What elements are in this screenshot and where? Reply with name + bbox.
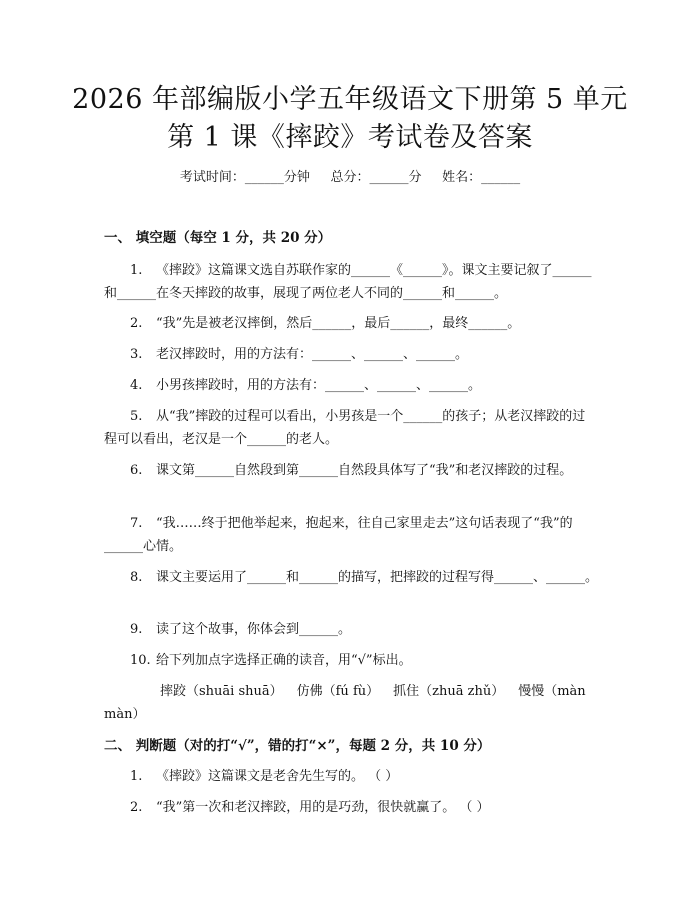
question-number: 3.	[130, 347, 143, 362]
question-text: “我……终于把他举起来，抱起来，往自己家里走去”这句话表现了“我”的______心情。	[104, 516, 573, 554]
question-number: 5.	[130, 409, 143, 424]
question-1-7	[104, 512, 598, 558]
question-1-1	[104, 259, 598, 305]
question-text: 给下列加点字选择正确的读音，用“√”标出。	[156, 653, 412, 668]
section-1-heading: 一、 填空题（每空 1 分，共 20 分）	[104, 230, 332, 246]
question-text: “我”第一次和老汉摔跤，用的是巧劲，很快就赢了。 （ ）	[156, 800, 490, 815]
question-number: 1.	[130, 769, 143, 784]
question-text: 课文主要运用了______和______的描写，把摔跤的过程写得______、______。	[156, 570, 599, 585]
question-text: 老汉摔跤时，用的方法有：______、______、______。	[156, 347, 469, 362]
pinyin-options	[104, 680, 598, 726]
question-text: 读了这个故事，你体会到______。	[156, 622, 352, 637]
question-1-9	[104, 618, 598, 641]
question-number: 9.	[130, 622, 143, 637]
page-title-line-1: 2026 年部编版小学五年级语文下册第 5 单元	[72, 84, 628, 115]
question-number: 2.	[130, 316, 143, 331]
question-1-10	[104, 649, 598, 672]
pinyin-item: 摔跤（shuāi shuā）	[160, 684, 283, 699]
question-number: 7.	[130, 516, 143, 531]
question-1-8	[104, 566, 598, 589]
question-number: 10.	[130, 653, 151, 668]
question-number: 4.	[130, 378, 143, 393]
question-number: 2.	[130, 800, 143, 815]
question-1-4	[104, 374, 598, 397]
question-number: 1.	[130, 263, 143, 278]
pinyin-item: 仿佛（fú fù）	[296, 684, 380, 699]
question-2-1	[104, 765, 598, 788]
question-2-2	[104, 796, 598, 819]
question-text: 课文第______自然段到第______自然段具体写了“我”和老汉摔跤的过程。	[156, 463, 573, 478]
question-text: “我”先是被老汉摔倒，然后______，最后______，最终______。	[156, 316, 521, 331]
question-text: 《摔跤》这篇课文选自苏联作家的______《______》。课文主要记叙了______和______在冬天摔跤的故事，展现了两位老人不同的______和______。	[104, 263, 592, 301]
pinyin-item: 抓住（zhuā zhǔ）	[393, 684, 505, 699]
question-number: 8.	[130, 570, 143, 585]
pinyin-item: 慢慢（màn màn）	[104, 684, 586, 722]
question-1-5	[104, 405, 598, 451]
question-text: 从“我”摔跤的过程可以看出，小男孩是一个______的孩子；从老汉摔跤的过程可以看出，老汉是一个______的老人。	[104, 409, 586, 447]
exam-info: 考试时间：______分钟 总分：______分 姓名：______	[179, 170, 521, 185]
question-number: 6.	[130, 463, 143, 478]
question-text: 《摔跤》这篇课文是老舍先生写的。 （ ）	[156, 769, 399, 784]
question-1-2	[104, 312, 598, 335]
question-1-3	[104, 343, 598, 366]
question-1-6	[104, 459, 598, 482]
question-text: 小男孩摔跤时，用的方法有：______、______、______。	[156, 378, 482, 393]
page-title-line-2: 第 1 课《摔跤》考试卷及答案	[167, 122, 533, 153]
section-2-heading: 二、 判断题（对的打“√”，错的打“×”，每题 2 分，共 10 分）	[104, 738, 491, 754]
